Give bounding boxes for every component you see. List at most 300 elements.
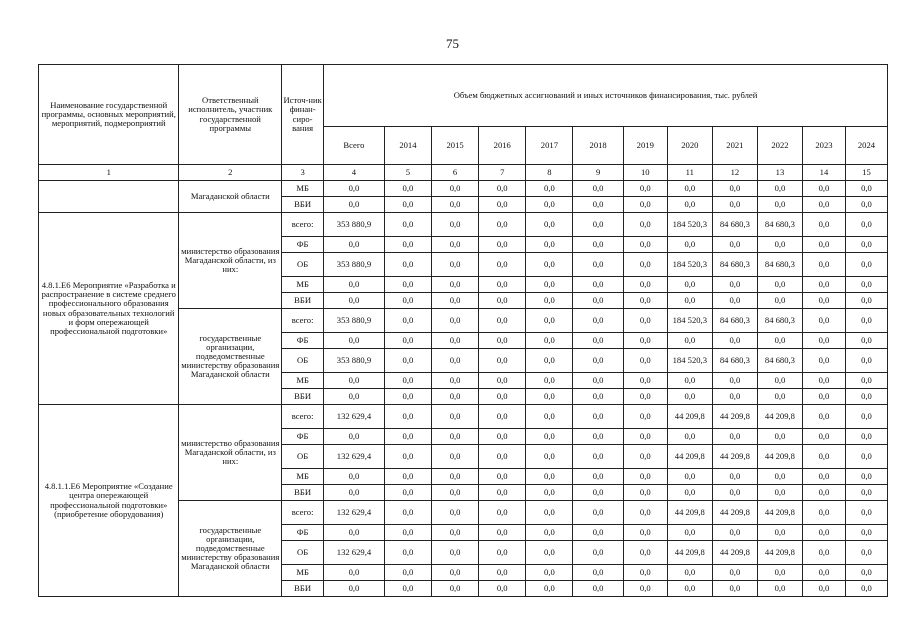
year-value-cell: 0,0: [623, 525, 667, 541]
year-value-cell: 0,0: [573, 389, 623, 405]
column-number: 4: [324, 165, 385, 181]
year-value-cell: 0,0: [384, 565, 431, 581]
year-value-cell: 0,0: [845, 581, 887, 597]
total-cell: 353 880,9: [324, 349, 385, 373]
year-value-cell: 0,0: [573, 469, 623, 485]
year-value-cell: 0,0: [712, 277, 757, 293]
year-value-cell: 0,0: [432, 309, 479, 333]
year-value-cell: 0,0: [845, 333, 887, 349]
year-value-cell: 0,0: [432, 501, 479, 525]
column-number: 13: [757, 165, 802, 181]
year-value-cell: 44 209,8: [667, 541, 712, 565]
table-row: [39, 405, 888, 429]
year-value-cell: 44 209,8: [712, 445, 757, 469]
total-cell: 0,0: [324, 277, 385, 293]
year-value-cell: 0,0: [667, 277, 712, 293]
year-value-cell: 0,0: [712, 565, 757, 581]
year-value-cell: 0,0: [432, 429, 479, 445]
column-number-row: [39, 165, 888, 181]
column-number: 7: [479, 165, 526, 181]
year-value-cell: 0,0: [573, 181, 623, 197]
year-value-cell: 0,0: [384, 333, 431, 349]
total-cell: 0,0: [324, 373, 385, 389]
program-name-cell: 4.8.1.1.Е6 Мероприятие «Создание центра опережающей профессиональной подготовки» (приобретение оборудования): [39, 405, 179, 597]
column-number: 5: [384, 165, 431, 181]
year-value-cell: 0,0: [667, 565, 712, 581]
year-value-cell: 44 209,8: [757, 405, 802, 429]
year-value-cell: 0,0: [802, 389, 845, 405]
year-value-cell: 0,0: [757, 581, 802, 597]
year-value-cell: 0,0: [802, 525, 845, 541]
column-number: 1: [39, 165, 179, 181]
year-value-cell: 0,0: [667, 581, 712, 597]
year-value-cell: 0,0: [432, 197, 479, 213]
year-value-cell: 184 520,3: [667, 309, 712, 333]
year-value-cell: 0,0: [623, 501, 667, 525]
year-value-cell: 0,0: [802, 429, 845, 445]
year-value-cell: 0,0: [667, 485, 712, 501]
year-value-cell: 0,0: [845, 349, 887, 373]
year-value-cell: 0,0: [573, 541, 623, 565]
year-value-cell: 84 680,3: [757, 309, 802, 333]
year-value-cell: 0,0: [573, 277, 623, 293]
year-value-cell: 0,0: [623, 445, 667, 469]
header-year: 2019: [623, 127, 667, 165]
funding-source-cell: ОБ: [282, 253, 324, 277]
funding-source-cell: ВБИ: [282, 293, 324, 309]
year-value-cell: 0,0: [479, 237, 526, 253]
year-value-cell: 84 680,3: [712, 213, 757, 237]
year-value-cell: 0,0: [757, 181, 802, 197]
year-value-cell: 0,0: [432, 565, 479, 581]
year-value-cell: 44 209,8: [757, 445, 802, 469]
total-cell: 132 629,4: [324, 501, 385, 525]
year-value-cell: 0,0: [757, 525, 802, 541]
budget-table: [38, 64, 888, 597]
total-cell: 132 629,4: [324, 405, 385, 429]
year-value-cell: 0,0: [526, 389, 573, 405]
year-value-cell: 0,0: [667, 333, 712, 349]
year-value-cell: 0,0: [845, 429, 887, 445]
year-value-cell: 0,0: [802, 565, 845, 581]
year-value-cell: 0,0: [623, 349, 667, 373]
year-value-cell: 0,0: [573, 525, 623, 541]
year-value-cell: 0,0: [667, 373, 712, 389]
year-value-cell: 0,0: [432, 213, 479, 237]
year-value-cell: 0,0: [623, 469, 667, 485]
year-value-cell: 0,0: [384, 485, 431, 501]
total-cell: 0,0: [324, 197, 385, 213]
year-value-cell: 0,0: [526, 373, 573, 389]
funding-source-cell: МБ: [282, 373, 324, 389]
year-value-cell: 0,0: [479, 581, 526, 597]
year-value-cell: 0,0: [667, 293, 712, 309]
year-value-cell: 184 520,3: [667, 253, 712, 277]
year-value-cell: 0,0: [384, 429, 431, 445]
year-value-cell: 0,0: [432, 445, 479, 469]
year-value-cell: 84 680,3: [757, 213, 802, 237]
total-cell: 0,0: [324, 181, 385, 197]
year-value-cell: 0,0: [623, 373, 667, 389]
year-value-cell: 0,0: [526, 213, 573, 237]
year-value-cell: 0,0: [845, 485, 887, 501]
year-value-cell: 0,0: [526, 333, 573, 349]
table-row: [39, 181, 888, 197]
year-value-cell: 0,0: [757, 429, 802, 445]
year-value-cell: 0,0: [845, 181, 887, 197]
year-value-cell: 0,0: [526, 349, 573, 373]
header-year: 2020: [667, 127, 712, 165]
year-value-cell: 0,0: [573, 333, 623, 349]
year-value-cell: 0,0: [573, 405, 623, 429]
year-value-cell: 0,0: [479, 197, 526, 213]
column-number: 3: [282, 165, 324, 181]
year-value-cell: 0,0: [573, 293, 623, 309]
year-value-cell: 0,0: [667, 389, 712, 405]
year-value-cell: 44 209,8: [667, 445, 712, 469]
funding-source-cell: ВБИ: [282, 389, 324, 405]
year-value-cell: 0,0: [845, 293, 887, 309]
year-value-cell: 0,0: [526, 445, 573, 469]
year-value-cell: 0,0: [845, 445, 887, 469]
year-value-cell: 0,0: [573, 429, 623, 445]
year-value-cell: 0,0: [667, 525, 712, 541]
total-cell: 0,0: [324, 485, 385, 501]
year-value-cell: 0,0: [479, 485, 526, 501]
funding-source-cell: МБ: [282, 277, 324, 293]
year-value-cell: 0,0: [384, 445, 431, 469]
year-value-cell: 0,0: [667, 181, 712, 197]
year-value-cell: 0,0: [432, 469, 479, 485]
year-value-cell: 0,0: [432, 237, 479, 253]
executor-cell: министерство образования Магаданской области, из них:: [179, 405, 282, 501]
total-cell: 0,0: [324, 565, 385, 581]
year-value-cell: 0,0: [623, 277, 667, 293]
year-value-cell: 0,0: [802, 405, 845, 429]
year-value-cell: 84 680,3: [712, 253, 757, 277]
column-number: 2: [179, 165, 282, 181]
year-value-cell: 0,0: [757, 333, 802, 349]
year-value-cell: 44 209,8: [712, 405, 757, 429]
year-value-cell: 0,0: [479, 349, 526, 373]
year-value-cell: 0,0: [573, 565, 623, 581]
year-value-cell: 44 209,8: [667, 405, 712, 429]
header-year: 2016: [479, 127, 526, 165]
funding-source-cell: ФБ: [282, 525, 324, 541]
year-value-cell: 0,0: [573, 349, 623, 373]
year-value-cell: 0,0: [573, 485, 623, 501]
year-value-cell: 84 680,3: [757, 253, 802, 277]
year-value-cell: 0,0: [479, 565, 526, 581]
year-value-cell: 0,0: [757, 485, 802, 501]
funding-source-cell: ФБ: [282, 429, 324, 445]
year-value-cell: 44 209,8: [757, 501, 802, 525]
year-value-cell: 0,0: [384, 213, 431, 237]
page-number: 75: [446, 36, 459, 51]
year-value-cell: 0,0: [712, 333, 757, 349]
year-value-cell: 0,0: [384, 349, 431, 373]
year-value-cell: 0,0: [526, 501, 573, 525]
funding-source-cell: всего:: [282, 309, 324, 333]
year-value-cell: 0,0: [802, 309, 845, 333]
year-value-cell: 0,0: [845, 541, 887, 565]
year-value-cell: 0,0: [479, 445, 526, 469]
year-value-cell: 0,0: [432, 333, 479, 349]
total-cell: 0,0: [324, 293, 385, 309]
year-value-cell: 0,0: [573, 581, 623, 597]
header-year: 2024: [845, 127, 887, 165]
total-cell: 0,0: [324, 469, 385, 485]
year-value-cell: 0,0: [623, 333, 667, 349]
year-value-cell: 0,0: [432, 525, 479, 541]
year-value-cell: 0,0: [384, 389, 431, 405]
year-value-cell: 0,0: [479, 333, 526, 349]
year-value-cell: 0,0: [573, 309, 623, 333]
year-value-cell: 0,0: [384, 501, 431, 525]
year-value-cell: 0,0: [432, 541, 479, 565]
funding-source-cell: ВБИ: [282, 581, 324, 597]
year-value-cell: 0,0: [757, 565, 802, 581]
funding-source-cell: всего:: [282, 405, 324, 429]
year-value-cell: 0,0: [802, 445, 845, 469]
header-year: 2017: [526, 127, 573, 165]
column-number: 10: [623, 165, 667, 181]
year-value-cell: 0,0: [802, 349, 845, 373]
year-value-cell: 0,0: [479, 541, 526, 565]
year-value-cell: 0,0: [432, 293, 479, 309]
total-cell: 0,0: [324, 237, 385, 253]
total-cell: 132 629,4: [324, 445, 385, 469]
year-value-cell: 0,0: [526, 181, 573, 197]
year-value-cell: 0,0: [526, 237, 573, 253]
column-number: 8: [526, 165, 573, 181]
year-value-cell: 0,0: [845, 197, 887, 213]
year-value-cell: 0,0: [845, 405, 887, 429]
year-value-cell: 0,0: [479, 309, 526, 333]
year-value-cell: 0,0: [384, 309, 431, 333]
funding-source-cell: ФБ: [282, 237, 324, 253]
year-value-cell: 0,0: [757, 237, 802, 253]
year-value-cell: 0,0: [757, 277, 802, 293]
total-cell: 353 880,9: [324, 253, 385, 277]
header-year: 2014: [384, 127, 431, 165]
year-value-cell: 0,0: [845, 309, 887, 333]
year-value-cell: 0,0: [845, 373, 887, 389]
year-value-cell: 0,0: [757, 469, 802, 485]
year-value-cell: 0,0: [667, 429, 712, 445]
header-year: 2021: [712, 127, 757, 165]
year-value-cell: 0,0: [802, 333, 845, 349]
header-program-name: Наименование государственной программы, основных мероприятий, мероприятий, подмероприятий: [39, 65, 179, 165]
year-value-cell: 0,0: [526, 309, 573, 333]
year-value-cell: 0,0: [757, 389, 802, 405]
total-cell: 132 629,4: [324, 541, 385, 565]
header-year: 2022: [757, 127, 802, 165]
year-value-cell: 184 520,3: [667, 213, 712, 237]
year-value-cell: 0,0: [623, 429, 667, 445]
year-value-cell: 0,0: [526, 405, 573, 429]
table-body: [39, 181, 888, 597]
column-number: 14: [802, 165, 845, 181]
year-value-cell: 0,0: [479, 373, 526, 389]
column-number: 11: [667, 165, 712, 181]
year-value-cell: 44 209,8: [667, 501, 712, 525]
year-value-cell: 0,0: [384, 277, 431, 293]
table-header: [39, 65, 888, 181]
year-value-cell: 0,0: [802, 373, 845, 389]
funding-source-cell: всего:: [282, 213, 324, 237]
year-value-cell: 0,0: [845, 213, 887, 237]
year-value-cell: 0,0: [623, 293, 667, 309]
year-value-cell: 0,0: [432, 253, 479, 277]
year-value-cell: 0,0: [757, 197, 802, 213]
year-value-cell: 0,0: [573, 213, 623, 237]
year-value-cell: 0,0: [623, 309, 667, 333]
total-cell: 0,0: [324, 581, 385, 597]
year-value-cell: 0,0: [845, 501, 887, 525]
year-value-cell: 0,0: [479, 277, 526, 293]
funding-source-cell: МБ: [282, 565, 324, 581]
year-value-cell: 84 680,3: [712, 309, 757, 333]
funding-source-cell: ОБ: [282, 445, 324, 469]
year-value-cell: 0,0: [623, 213, 667, 237]
year-value-cell: 0,0: [845, 237, 887, 253]
year-value-cell: 0,0: [712, 525, 757, 541]
total-cell: 0,0: [324, 525, 385, 541]
funding-source-cell: ВБИ: [282, 197, 324, 213]
year-value-cell: 0,0: [479, 253, 526, 277]
year-value-cell: 0,0: [712, 485, 757, 501]
year-value-cell: 0,0: [712, 293, 757, 309]
year-value-cell: 0,0: [432, 181, 479, 197]
year-value-cell: 84 680,3: [757, 349, 802, 373]
year-value-cell: 0,0: [432, 373, 479, 389]
year-value-cell: 0,0: [667, 237, 712, 253]
table-row: [39, 213, 888, 237]
year-value-cell: 0,0: [526, 293, 573, 309]
year-value-cell: 0,0: [526, 429, 573, 445]
year-value-cell: 0,0: [802, 277, 845, 293]
year-value-cell: 0,0: [479, 213, 526, 237]
year-value-cell: 0,0: [384, 197, 431, 213]
year-value-cell: 0,0: [526, 541, 573, 565]
funding-source-cell: ФБ: [282, 333, 324, 349]
header-year: 2015: [432, 127, 479, 165]
year-value-cell: 0,0: [667, 197, 712, 213]
year-value-cell: 44 209,8: [712, 501, 757, 525]
year-value-cell: 0,0: [712, 469, 757, 485]
year-value-cell: 0,0: [432, 277, 479, 293]
year-value-cell: 0,0: [845, 389, 887, 405]
year-value-cell: 0,0: [526, 277, 573, 293]
year-value-cell: 0,0: [432, 389, 479, 405]
year-value-cell: 0,0: [802, 501, 845, 525]
year-value-cell: 0,0: [384, 237, 431, 253]
header-year: 2018: [573, 127, 623, 165]
year-value-cell: 0,0: [667, 469, 712, 485]
year-value-cell: 0,0: [479, 469, 526, 485]
column-number: 9: [573, 165, 623, 181]
year-value-cell: 0,0: [712, 389, 757, 405]
funding-source-cell: МБ: [282, 469, 324, 485]
header-year: 2023: [802, 127, 845, 165]
year-value-cell: 0,0: [526, 485, 573, 501]
year-value-cell: 0,0: [526, 565, 573, 581]
year-value-cell: 0,0: [623, 405, 667, 429]
year-value-cell: 0,0: [432, 349, 479, 373]
year-value-cell: 0,0: [802, 197, 845, 213]
total-cell: 0,0: [324, 333, 385, 349]
year-value-cell: 0,0: [623, 541, 667, 565]
year-value-cell: 0,0: [623, 197, 667, 213]
year-value-cell: 0,0: [573, 501, 623, 525]
year-value-cell: 0,0: [623, 237, 667, 253]
year-value-cell: 44 209,8: [757, 541, 802, 565]
year-value-cell: 0,0: [384, 373, 431, 389]
year-value-cell: 0,0: [802, 581, 845, 597]
year-value-cell: 0,0: [802, 541, 845, 565]
year-value-cell: 0,0: [526, 197, 573, 213]
year-value-cell: 0,0: [526, 525, 573, 541]
year-value-cell: 0,0: [623, 581, 667, 597]
column-number: 15: [845, 165, 887, 181]
header-budget: Объем бюджетных ассигнований и иных источников финансирования, тыс. рублей: [324, 65, 888, 127]
year-value-cell: 0,0: [384, 525, 431, 541]
year-value-cell: 0,0: [712, 581, 757, 597]
year-value-cell: 0,0: [802, 213, 845, 237]
year-value-cell: 0,0: [623, 253, 667, 277]
year-value-cell: 0,0: [432, 405, 479, 429]
year-value-cell: 0,0: [845, 253, 887, 277]
year-value-cell: 0,0: [802, 237, 845, 253]
year-value-cell: 0,0: [623, 181, 667, 197]
year-value-cell: 0,0: [712, 181, 757, 197]
year-value-cell: 0,0: [712, 429, 757, 445]
funding-source-cell: МБ: [282, 181, 324, 197]
year-value-cell: 0,0: [479, 405, 526, 429]
year-value-cell: 0,0: [384, 405, 431, 429]
year-value-cell: 0,0: [384, 293, 431, 309]
year-value-cell: 0,0: [712, 237, 757, 253]
year-value-cell: 0,0: [573, 197, 623, 213]
year-value-cell: 0,0: [479, 501, 526, 525]
year-value-cell: 0,0: [384, 541, 431, 565]
year-value-cell: 0,0: [573, 237, 623, 253]
year-value-cell: 0,0: [802, 253, 845, 277]
year-value-cell: 0,0: [479, 429, 526, 445]
year-value-cell: 0,0: [802, 181, 845, 197]
column-number: 6: [432, 165, 479, 181]
funding-source-cell: ВБИ: [282, 485, 324, 501]
year-value-cell: 0,0: [802, 485, 845, 501]
year-value-cell: 0,0: [712, 373, 757, 389]
year-value-cell: 0,0: [802, 469, 845, 485]
year-value-cell: 0,0: [712, 197, 757, 213]
year-value-cell: 0,0: [479, 389, 526, 405]
year-value-cell: 0,0: [384, 581, 431, 597]
year-value-cell: 0,0: [845, 277, 887, 293]
year-value-cell: 0,0: [623, 565, 667, 581]
funding-source-cell: всего:: [282, 501, 324, 525]
year-value-cell: 184 520,3: [667, 349, 712, 373]
year-value-cell: 0,0: [479, 293, 526, 309]
column-number: 12: [712, 165, 757, 181]
year-value-cell: 0,0: [757, 293, 802, 309]
year-value-cell: 0,0: [432, 581, 479, 597]
year-value-cell: 0,0: [845, 525, 887, 541]
header-total: Всего: [324, 127, 385, 165]
year-value-cell: 0,0: [802, 293, 845, 309]
